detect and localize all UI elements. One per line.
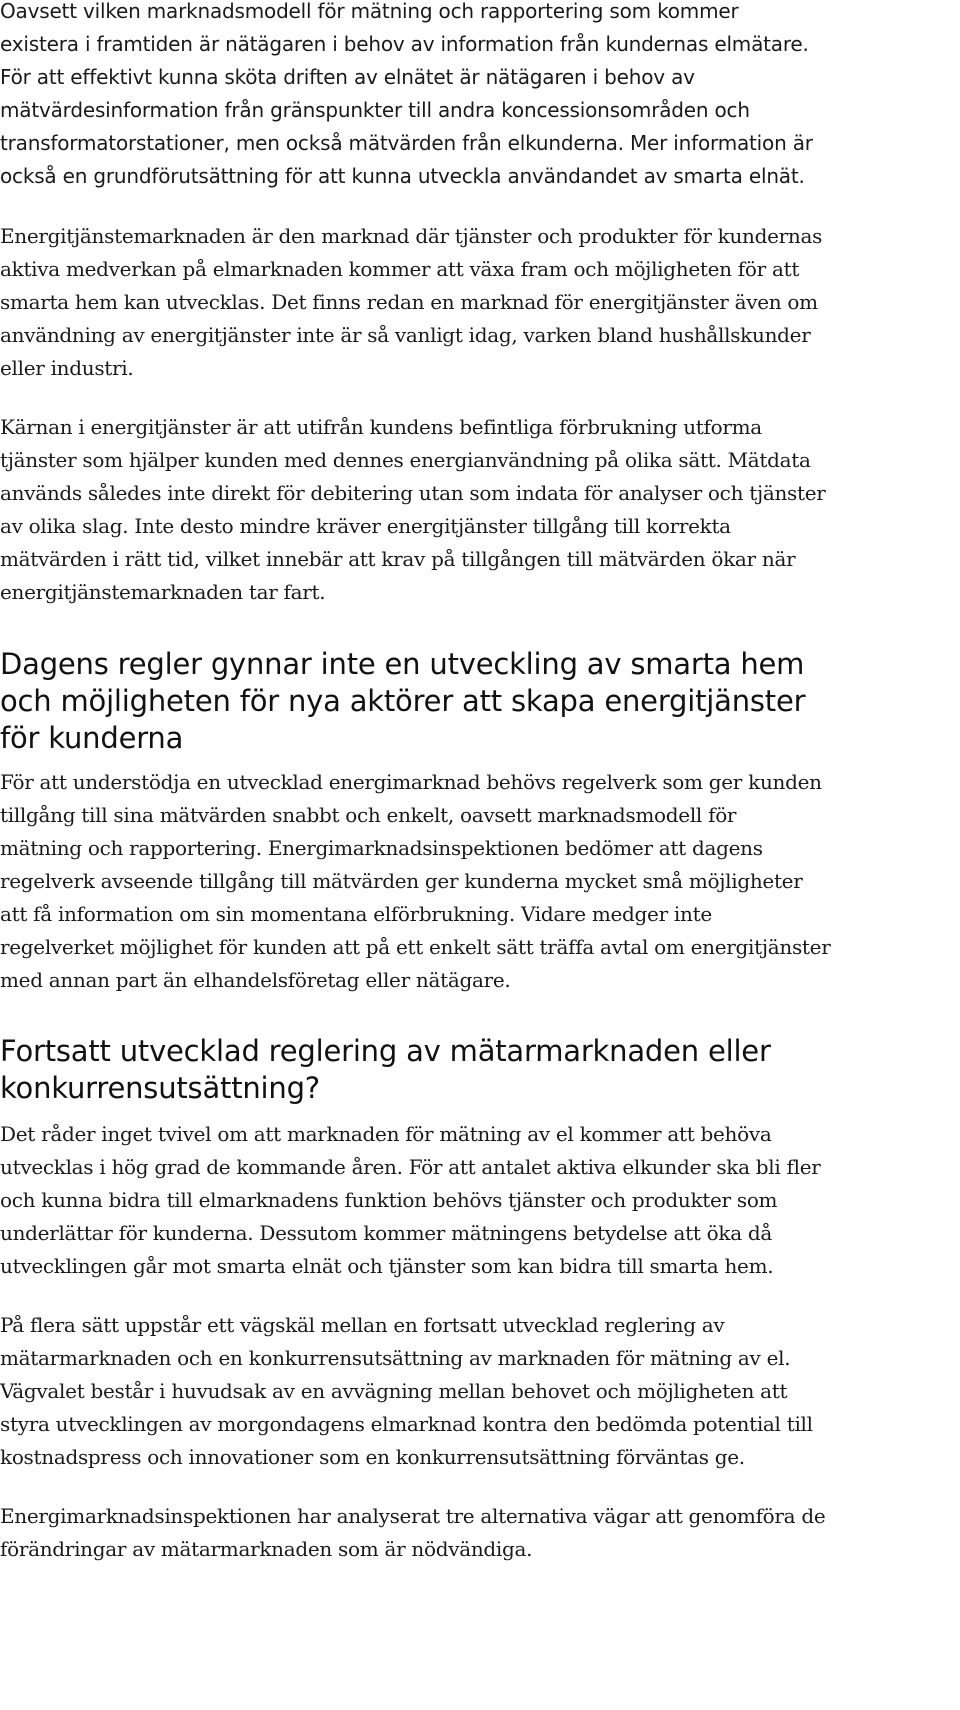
text-line: Det råder inget tvivel om att marknaden för mätning av el kommer att behöva xyxy=(0,1122,772,1146)
text-line: Oavsett vilken marknadsmodell för mätning och rapportering som kommer xyxy=(0,0,739,23)
paragraph-alternatives xyxy=(0,1500,825,1566)
text-line: transformatorstationer, men också mätvärden från elkunderna. Mer information är xyxy=(0,131,813,155)
text-line: utvecklas i hög grad de kommande åren. För att antalet aktiva elkunder ska bli fler xyxy=(0,1155,821,1179)
paragraph-market-development xyxy=(0,1118,821,1283)
text-line: och kunna bidra till elmarknadens funktion behövs tjänster och produkter som xyxy=(0,1188,778,1212)
text-line: av olika slag. Inte desto mindre kräver energitjänster tillgång till korrekta xyxy=(0,514,731,538)
text-line: kostnadspress och innovationer som en konkurrensutsättning förväntas ge. xyxy=(0,1445,745,1469)
text-line: tjänster som hjälper kunden med dennes energianvändning på olika sätt. Mätdata xyxy=(0,448,811,472)
text-line: regelverk avseende tillgång till mätvärden ger kunderna mycket små möjligheter xyxy=(0,869,803,893)
text-line: med annan part än elhandelsföretag eller nätägare. xyxy=(0,968,511,992)
text-line: På flera sätt uppstår ett vägskäl mellan en fortsatt utvecklad reglering av xyxy=(0,1313,725,1337)
heading-line: för kunderna xyxy=(0,721,184,755)
text-line: eller industri. xyxy=(0,356,134,380)
text-line: För att effektivt kunna sköta driften av elnätet är nätägaren i behov av xyxy=(0,65,695,89)
text-line: Energitjänstemarknaden är den marknad där tjänster och produkter för kundernas xyxy=(0,224,823,248)
heading-line: och möjligheten för nya aktörer att skapa energitjänster xyxy=(0,684,806,718)
text-line: Kärnan i energitjänster är att utifrån kundens befintliga förbrukning utforma xyxy=(0,415,762,439)
paragraph-energy-services-market xyxy=(0,220,822,385)
text-line: aktiva medverkan på elmarknaden kommer att växa fram och möjligheten för att xyxy=(0,257,800,281)
text-line: mätning och rapportering. Energimarknadsinspektionen bedömer att dagens xyxy=(0,836,763,860)
text-line: Energimarknadsinspektionen har analyserat tre alternativa vägar att genomföra de xyxy=(0,1504,826,1528)
heading-line: konkurrensutsättning? xyxy=(0,1071,320,1105)
text-line: mätvärdesinformation från gränspunkter till andra koncessionsområden och xyxy=(0,98,750,122)
text-line: styra utvecklingen av morgondagens elmarknad kontra den bedömda potential till xyxy=(0,1412,813,1436)
text-line: energitjänstemarknaden tar fart. xyxy=(0,580,326,604)
heading-line: Fortsatt utvecklad reglering av mätarmarknaden eller xyxy=(0,1034,771,1068)
text-line: Vägvalet består i huvudsak av en avvägning mellan behovet och möjligheten att xyxy=(0,1379,788,1403)
section-heading-regulation-or-competition xyxy=(0,1033,771,1107)
text-line: att få information om sin momentana elförbrukning. Vidare medger inte xyxy=(0,902,712,926)
text-line: används således inte direkt för debitering utan som indata för analyser och tjänster xyxy=(0,481,826,505)
text-line: mätarmarknaden och en konkurrensutsättning av marknaden för mätning av el. xyxy=(0,1346,791,1370)
text-line: tillgång till sina mätvärden snabbt och enkelt, oavsett marknadsmodell för xyxy=(0,803,737,827)
text-line: mätvärden i rätt tid, vilket innebär att krav på tillgången till mätvärden ökar när xyxy=(0,547,796,571)
paragraph-regulation-needs xyxy=(0,766,830,997)
text-line: underlättar för kunderna. Dessutom kommer mätningens betydelse att öka då xyxy=(0,1221,772,1245)
text-line: användning av energitjänster inte är så vanligt idag, varken bland hushållskunder xyxy=(0,323,811,347)
text-line: förändringar av mätarmarknaden som är nödvändiga. xyxy=(0,1537,533,1561)
text-line: också en grundförutsättning för att kunna utveckla användandet av smarta elnät. xyxy=(0,164,805,188)
paragraph-metering-intro xyxy=(0,0,813,193)
text-line: utvecklingen går mot smarta elnät och tjänster som kan bidra till smarta hem. xyxy=(0,1254,774,1278)
text-line: smarta hem kan utvecklas. Det finns redan en marknad för energitjänster även om xyxy=(0,290,818,314)
text-line: existera i framtiden är nätägaren i behov av information från kundernas elmätare. xyxy=(0,32,809,56)
text-line: För att understödja en utvecklad energimarknad behövs regelverk som ger kunden xyxy=(0,770,822,794)
paragraph-energy-services-core xyxy=(0,411,826,609)
paragraph-crossroads xyxy=(0,1309,813,1474)
text-line: regelverket möjlighet för kunden att på ett enkelt sätt träffa avtal om energitjänster xyxy=(0,935,831,959)
section-heading-smart-homes xyxy=(0,646,805,757)
heading-line: Dagens regler gynnar inte en utveckling av smarta hem xyxy=(0,647,805,681)
